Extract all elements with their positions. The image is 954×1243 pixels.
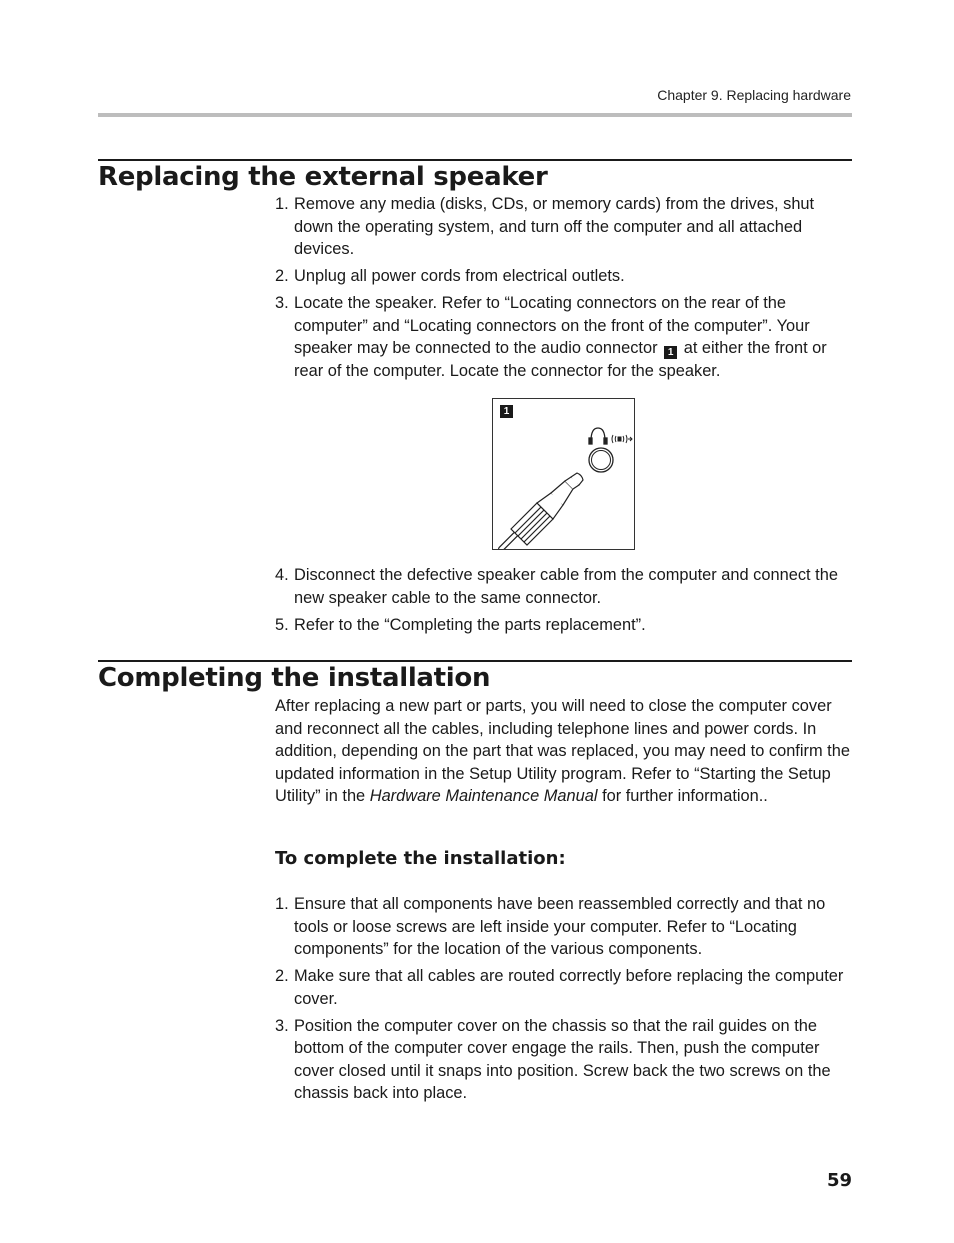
step-text: Disconnect the defective speaker cable from the computer and connect the new speaker cable to the same connector.	[294, 566, 838, 607]
speaker-steps-continued	[275, 564, 855, 641]
list-item	[275, 292, 855, 382]
step-number: 3.	[275, 1016, 289, 1035]
running-head: Chapter 9. Replacing hardware	[657, 87, 851, 103]
step-number: 2.	[275, 267, 289, 285]
step-text: Make sure that all cables are routed correctly before replacing the computer cover.	[294, 967, 844, 1008]
step-text: Unplug all power cords from electrical outlets.	[294, 267, 625, 285]
step-number: 4.	[275, 566, 289, 584]
step-text: Locate the speaker. Refer to “Locating connectors on the rear of the computer” and “Locating connectors on the front of the computer”. Your speaker may be connected to the audio connector	[294, 294, 810, 357]
section-title: Replacing the external speaker	[98, 162, 548, 192]
callout-badge: 1	[664, 346, 677, 359]
step-number: 3.	[275, 294, 289, 312]
installation-intro	[275, 695, 855, 808]
figure-callout: 1	[500, 405, 513, 418]
step-number: 1.	[275, 895, 289, 913]
section-completing-installation	[98, 660, 852, 693]
list-item	[275, 1015, 855, 1105]
section-title: Completing the installation	[98, 663, 491, 693]
subheading: To complete the installation:	[275, 848, 566, 869]
intro-text: for further information..	[597, 787, 768, 805]
installation-steps	[275, 893, 855, 1109]
list-item	[275, 193, 855, 261]
step-text: at either the front or rear of the computer. Locate the connector for the speaker.	[294, 339, 827, 380]
step-text: Position the computer cover on the chassis so that the rail guides on the bottom of the computer cover engage the rails. Then, push the computer cover closed until it snaps into position. Screw back the two screws on the chassis back into place.	[294, 1016, 831, 1102]
step-number: 2.	[275, 967, 289, 985]
manual-title: Hardware Maintenance Manual	[369, 787, 598, 805]
speaker-out-icon	[612, 435, 632, 443]
connector-illustration	[493, 399, 634, 549]
step-text: Ensure that all components have been reassembled correctly and that no tools or loose screws are left inside your computer. Refer to “Locating components” for the location of the various components.	[294, 895, 826, 958]
speaker-steps	[275, 193, 855, 387]
audio-connector-figure	[492, 398, 635, 550]
step-number: 1.	[275, 195, 289, 213]
list-item	[275, 614, 855, 637]
page-number: 59	[826, 1170, 852, 1191]
section-replacing-speaker	[98, 159, 852, 192]
header-rule	[98, 113, 852, 117]
jack-port	[589, 448, 613, 472]
intro-text: After replacing a new part or parts, you will need to close the computer cover and reconnect all the cables, including telephone lines and power cords. In addition, depending on the part that was replaced, you may need to confirm the updated information in the Setup Utility program. Refer to “Starting the Setup Utility” in the	[275, 697, 850, 805]
list-item	[275, 564, 855, 609]
step-text: Refer to the “Completing the parts replacement”.	[294, 615, 646, 634]
intro-paragraph	[275, 695, 855, 808]
installation-subheading-wrap	[275, 848, 855, 871]
list-item	[275, 265, 855, 288]
speaker-plug	[501, 473, 583, 549]
step-number: 5.	[275, 615, 289, 634]
list-item	[275, 965, 855, 1010]
step-text: Remove any media (disks, CDs, or memory cards) from the drives, shut down the operating system, and turn off the computer and all attached devices.	[294, 195, 815, 258]
list-item	[275, 893, 855, 961]
headphone-icon	[589, 428, 607, 444]
